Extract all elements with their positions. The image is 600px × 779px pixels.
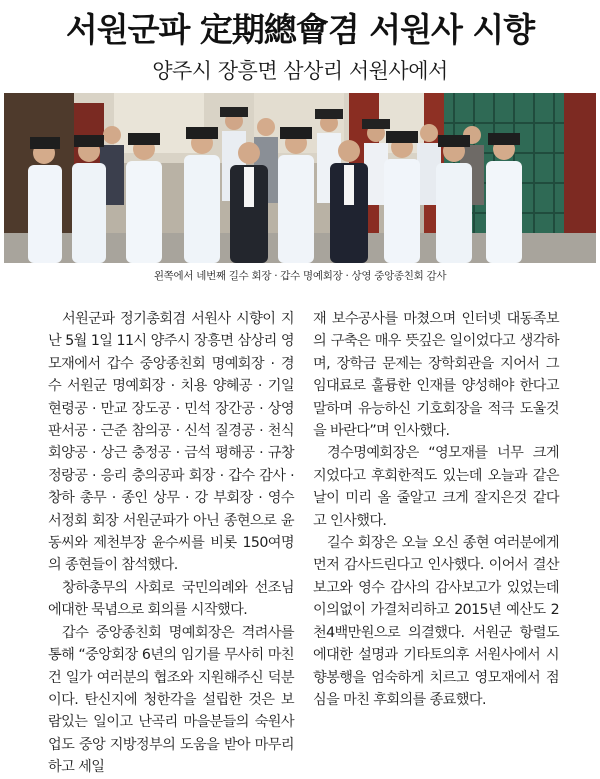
paragraph: 창하총무의 사회로 국민의례와 선조님에대한 묵념으로 회의를 시작했다. — [48, 579, 294, 619]
paragraph: 갑수 중앙종친회 명예회장은 격려사를 통해 “중앙회장 6년의 임기를 무사히 마친건 일가 여러분의 협조와 지원해주신 덕분이다. 탄신지에 청한각을 설립한 것은 보람있는 일이고 난곡리 마을분들의 숙원사업도 중앙 지방정부의 도움을 받아 마무리하고 세일 — [48, 624, 294, 776]
subheadline: 양주시 장흥면 삼상리 서원사에서 — [152, 59, 448, 83]
paragraph: 재 보수공사를 마쳤으며 인터넷 대동족보의 구축은 매우 뜻깊은 일이었다고 생각하며, 장학금 문제는 장학회관을 지어서 그 임대료로 훌륭한 인재를 양성해야 한다고 말하며 유능하신 기호회장을 적극 도울것을 바란다”며 인사했다. — [313, 311, 559, 440]
paragraph: 길수 회장은 오늘 오신 종현 여러분에게 먼저 감사드린다고 인사했다. 이어서 결산보고와 영수 감사의 감사보고가 있었는데 이의없이 가결처리하고 2015년 예산도 2천4백만원으로 의결했다. 서원군 항렬도에대한 설명과 기타토의후 서원사에서 시향봉행을 엄숙하게 치르고 영모재에서 점심을 마친 후회의를 종료했다. — [313, 535, 559, 708]
article-right-column — [313, 308, 559, 711]
paragraph: 경수명예회장은 “영모재를 너무 크게 지었다고 후회한적도 있는데 오늘과 같은 날이 미리 올 줄알고 크게 잘지은것 같다고 인사했다. — [313, 445, 559, 529]
paragraph: 서원군파 정기총회겸 서원사 시향이 지난 5월 1일 11시 양주시 장흥면 삼상리 영모재에서 갑수 중앙종친회 명예회장 · 경수 서원군 명예회장 · 치용 양혜공 · 기일 현령공 · 만교 장도공 · 민석 장간공 · 상영 판서공 · 근준 참의공 · 신석 질경공 · 천식 회양공 · 상근 충정공 · 금석 평해공 · 규창 정랑공 · 응리 충의공파 회장 · 갑수 감사 · 창하 총무 · 종인 상무 · 강 부회장 · 영수 서정회 회장 서원군파가 아닌 종현으로 윤동씨와 제천부장 윤수씨를 비롯 150여명의 종현들이 참석했다. — [48, 311, 294, 574]
group-photo — [4, 93, 596, 263]
headline: 서원군파 定期總會겸 서원사 시향 — [65, 10, 535, 49]
article-left-column — [48, 308, 294, 779]
photo-caption: 왼쪽에서 네번째 길수 회장 · 갑수 명예회장 · 상영 중앙종친회 감사 — [153, 270, 447, 282]
